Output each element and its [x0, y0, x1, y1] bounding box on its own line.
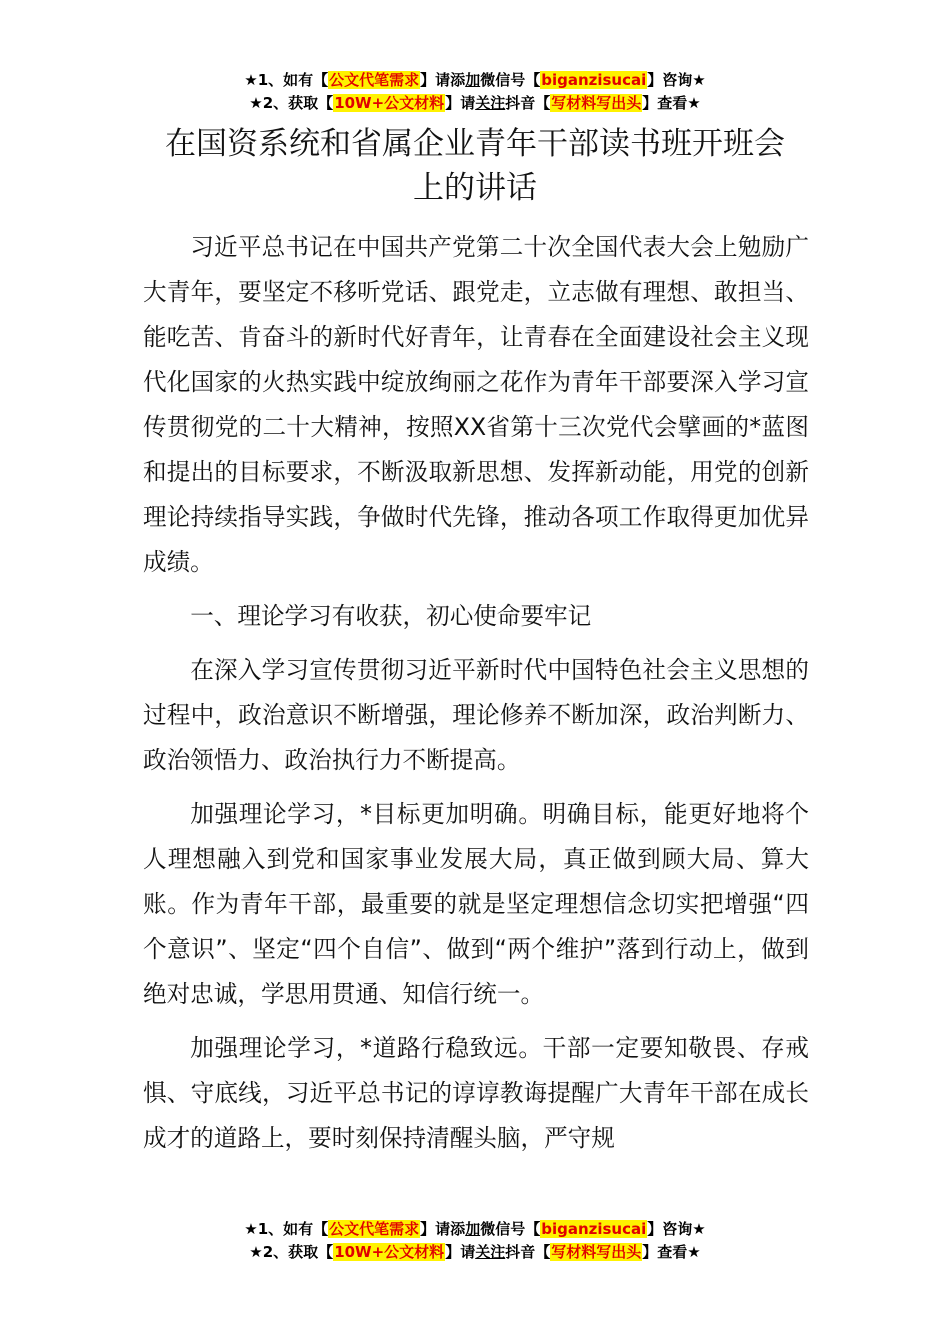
promo-highlight: biganzisucai	[541, 1220, 647, 1238]
promo-highlight: 10W+公文材料	[334, 94, 445, 112]
paragraph-intro: 习近平总书记在中国共产党第二十次全国代表大会上勉励广大青年，要坚定不移听党话、跟党走，立志做有理想、敢担当、能吃苦、肯奋斗的新时代好青年，让青春在全面建设社会主义现代化国家的火热实践中绽放绚丽之花作为青年干部要深入学习宣传贯彻党的二十大精神，按照XX省第十三次党代会擘画的*蓝图和提出的目标要求，不断汲取新思想、发挥新动能，用党的创新理论持续指导实践，争做时代先锋，推动各项工作取得更加优异成绩。	[143, 233, 809, 576]
promo-line-2: ★2、获取【10W+公文材料】请关注抖音【写材料写出头】查看★	[249, 1243, 701, 1261]
promo-header	[0, 69, 950, 115]
promo-highlight: 写材料写出头	[551, 1243, 642, 1261]
promo-line-1: ★1、如有【公文代笔需求】请添加微信号【biganzisucai】咨询★	[244, 1220, 706, 1238]
document-body	[143, 225, 809, 1161]
section-heading: 一、理论学习有收获，初心使命要牢记	[190, 602, 592, 630]
promo-highlight: 公文代笔需求	[329, 71, 420, 89]
document-title: 在国资系统和省属企业青年干部读书班开班会上的讲话	[165, 126, 785, 206]
paragraph: 加强理论学习，*目标更加明确。明确目标，能更好地将个人理想融入到党和国家事业发展大局，真正做到顾大局、算大账。作为青年干部，最重要的就是坚定理想信念切实把增强“四个意识”、坚定“四个自信”、做到“两个维护”落到行动上，做到绝对忠诚，学思用贯通、知信行统一。	[143, 800, 809, 1008]
paragraph: 加强理论学习，*道路行稳致远。干部一定要知敬畏、存戒惧、守底线，习近平总书记的谆谆教诲提醒广大青年干部在成长成才的道路上，要时刻保持清醒头脑，严守规	[143, 1034, 809, 1152]
promo-line-2: ★2、获取【10W+公文材料】请关注抖音【写材料写出头】查看★	[249, 94, 701, 112]
promo-line-1: ★1、如有【公文代笔需求】请添加微信号【biganzisucai】咨询★	[244, 71, 706, 89]
promo-highlight: 10W+公文材料	[334, 1243, 445, 1261]
promo-highlight: 公文代笔需求	[329, 1220, 420, 1238]
promo-highlight: biganzisucai	[541, 71, 647, 89]
promo-highlight: 写材料写出头	[551, 94, 642, 112]
paragraph: 在深入学习宣传贯彻习近平新时代中国特色社会主义思想的过程中，政治意识不断增强，理论修养不断加深，政治判断力、政治领悟力、政治执行力不断提高。	[143, 656, 809, 774]
promo-footer	[0, 1218, 950, 1264]
